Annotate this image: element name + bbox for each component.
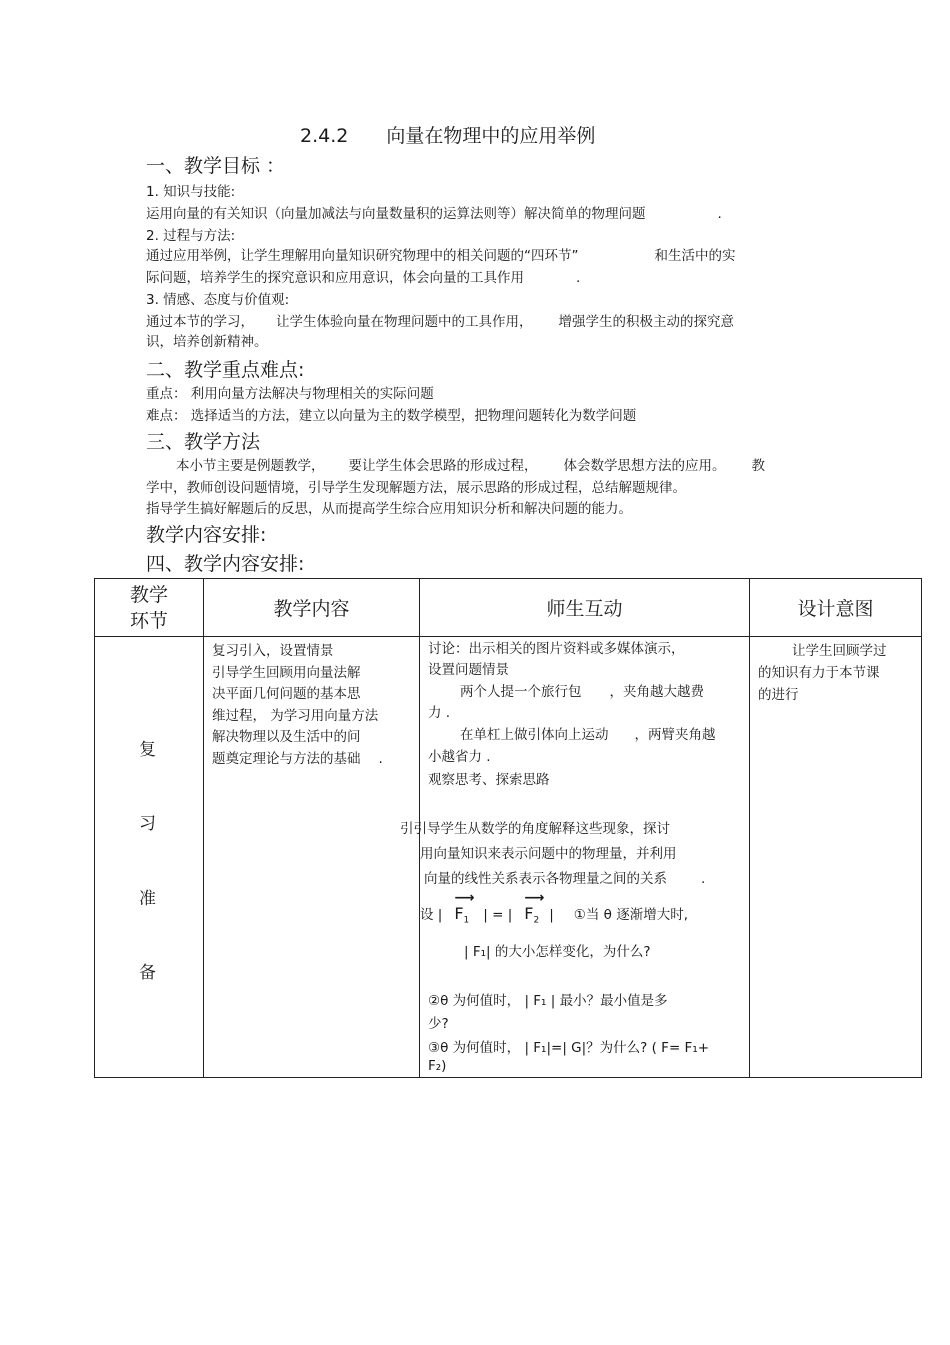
vector-post: | <box>549 907 554 923</box>
intent-cell <box>750 637 922 1078</box>
header-stage <box>95 579 204 637</box>
knowledge-text <box>146 202 722 222</box>
vector-f1 <box>454 890 475 926</box>
difficult-point: 难点： 选择适当的方法，建立以向量为主的数学模型，把物理问题转化为数学问题 <box>146 408 637 424</box>
header-interaction: 师生互动 <box>420 579 750 637</box>
methods-1b: 要让学生体会思路的形成过程， <box>348 458 538 474</box>
content-line: 解决物理以及生活中的问 <box>212 729 361 745</box>
content-line: 复习引入，设置情景 <box>212 643 334 659</box>
interaction-line: 力 . <box>428 705 451 721</box>
interaction-line <box>424 867 705 887</box>
process-label: 2. 过程与方法: <box>146 228 236 244</box>
vector-f2-sub: 2 <box>533 915 540 926</box>
emotion-text-line2: 识，培养创新精神。 <box>146 334 268 350</box>
title-text: 向量在物理中的应用举例 <box>386 125 596 147</box>
vector-f1-sub: 1 <box>463 915 470 926</box>
interaction-line: 设置问题情景 <box>428 662 509 678</box>
interaction-line-b: ，两臂夹角越 <box>634 727 716 743</box>
stage-char-2: 习 <box>139 814 156 834</box>
interaction-line <box>460 680 704 700</box>
process-text-end: . <box>576 270 581 286</box>
interaction-cell <box>400 637 750 1078</box>
content-line: 决平面几何问题的基本思 <box>212 686 361 702</box>
intent-line: 让学生回顾学过 <box>792 643 887 659</box>
content-line: 维过程， 为学习用向量方法 <box>212 708 379 724</box>
interaction-line-a: 两个人提一个旅行包 <box>460 684 582 700</box>
emotion-text-line1 <box>146 310 734 330</box>
table-row <box>95 637 922 1078</box>
methods-line1 <box>176 454 765 474</box>
interaction-line: 少? <box>428 1016 449 1032</box>
interaction-line: | F₁| 的大小怎样变化，为什么? <box>464 944 651 960</box>
section-number: 2.4.2 <box>300 125 349 147</box>
vector-f2-letter: F <box>524 904 534 923</box>
interaction-line-b: . <box>701 871 706 887</box>
vector-condition-line <box>420 890 689 926</box>
heading-key-points: 二、教学重点难点: <box>146 359 305 381</box>
interaction-line: F₂) <box>428 1058 447 1074</box>
intent-line: 的知识有力于本节课 <box>758 665 880 681</box>
interaction-line: 讨论：出示相关的图片资料或多媒体演示， <box>428 641 685 657</box>
content-line: 引导学生回顾用向量法解 <box>212 665 361 681</box>
header-stage-line1: 教学 <box>129 583 168 606</box>
vector-arrow-icon: ⟶ <box>454 890 475 906</box>
methods-line2: 学中，教师创设问题情境，引导学生发现解题方法，展示思路的形成过程，总结解题规律。 <box>146 480 686 496</box>
heading-content-arrangement-a: 教学内容安排: <box>146 524 267 546</box>
process-text-2: 际问题，培养学生的探究意识和应用意识，体会向量的工具作用 <box>146 270 524 286</box>
interaction-line: ③θ 为何值时， | F₁|=| G|？为什么? ( F= F₁+ <box>428 1040 710 1056</box>
table-header-row <box>95 579 922 637</box>
content-line-text: 题奠定理论与方法的基础 <box>212 751 361 767</box>
process-text-1b: 和生活中的实 <box>654 248 736 264</box>
vector-mid: | = | <box>483 907 513 923</box>
key-point: 重点： 利用向量方法解决与物理相关的实际问题 <box>146 386 434 402</box>
knowledge-label: 1. 知识与技能: <box>146 184 236 200</box>
process-text-1a: 通过应用举例，让学生理解用向量知识研究物理中的相关问题的“四环节” <box>146 248 579 264</box>
vector-pre: 设 | <box>420 907 443 923</box>
stage-cell <box>95 637 204 1078</box>
content-cell <box>204 637 420 1078</box>
content-line <box>212 747 383 767</box>
interaction-line: 观察思考、探索思路 <box>428 772 550 788</box>
stage-char-3: 准 <box>139 889 156 909</box>
lesson-plan-table <box>94 578 922 1078</box>
interaction-line: ②θ 为何值时， | F₁ | 最小？最小值是多 <box>428 993 668 1009</box>
header-intent: 设计意图 <box>750 579 922 637</box>
emotion-label: 3. 情感、态度与价值观: <box>146 292 290 308</box>
heading-methods: 三、教学方法 <box>146 431 261 453</box>
heading-objectives: 一、教学目标 ： <box>146 155 286 177</box>
interaction-line-a: 在单杠上做引体向上运动 <box>460 727 609 743</box>
interaction-line-a: 向量的线性关系表示各物理量之间的关系 <box>424 871 667 887</box>
process-text-line1 <box>146 244 736 264</box>
emotion-text-1b: 让学生体验向量在物理问题中的工具作用， <box>276 314 533 330</box>
vector-f2 <box>524 890 545 926</box>
interaction-line <box>460 723 716 743</box>
header-stage-line2: 环节 <box>129 609 168 632</box>
interaction-line: 引引导学生从数学的角度解释这些现象，探讨 <box>400 821 670 837</box>
stage-char-4: 备 <box>139 963 156 983</box>
methods-line3: 指导学生搞好解题后的反思，从而提高学生综合应用知识分析和解决问题的能力。 <box>146 501 632 517</box>
content-line-end: . <box>378 751 383 767</box>
emotion-text-1a: 通过本节的学习， <box>146 314 254 330</box>
vector-arrow-icon: ⟶ <box>524 890 545 906</box>
methods-1a: 本小节主要是例题教学， <box>176 458 325 474</box>
intent-line: 的进行 <box>758 687 799 703</box>
methods-1c: 体会数学思想方法的应用。 <box>563 458 726 474</box>
interaction-line-b: ，夹角越大越费 <box>609 684 704 700</box>
knowledge-text-body: 运用向量的有关知识（向量加减法与向量数量积的运算法则等）解决简单的物理问题 <box>146 206 646 222</box>
emotion-text-1c: 增强学生的积极主动的探究意 <box>558 314 734 330</box>
heading-content-arrangement: 四、教学内容安排: <box>146 553 305 575</box>
interaction-line: 小越省力 . <box>428 749 491 765</box>
process-text-line2 <box>146 266 580 286</box>
knowledge-text-end: . <box>717 206 722 222</box>
methods-1d: 教 <box>751 458 765 474</box>
interaction-line: 用向量知识来表示问题中的物理量，并利用 <box>420 846 677 862</box>
document-title <box>300 121 595 148</box>
vector-f1-letter: F <box>454 904 464 923</box>
question-1: ①当 θ 逐渐增大时, <box>573 907 689 923</box>
stage-char-1: 复 <box>139 740 156 760</box>
header-content: 教学内容 <box>204 579 420 637</box>
